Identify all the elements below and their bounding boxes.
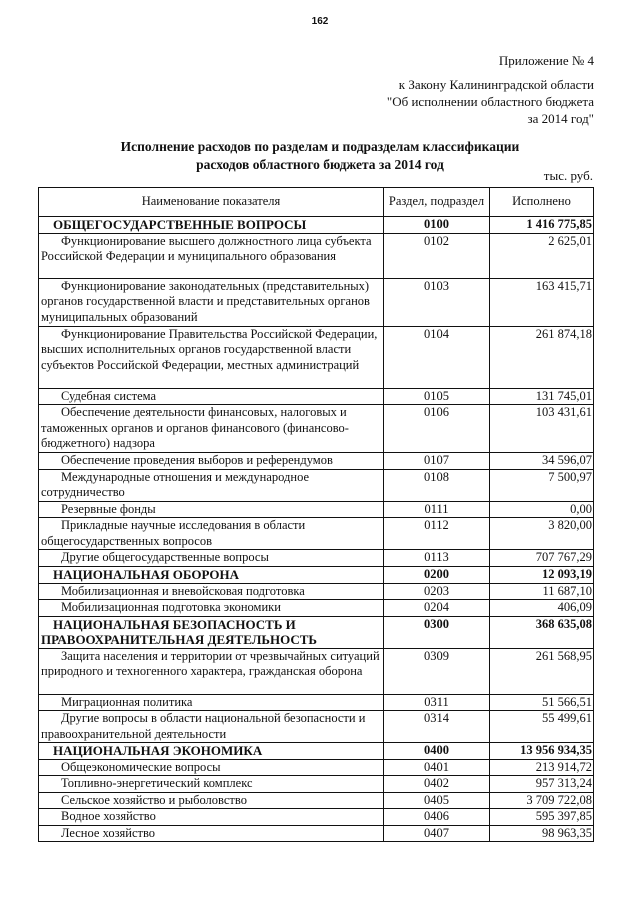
- row-code: 0204: [384, 600, 490, 617]
- row-code: 0102: [384, 233, 490, 278]
- row-name-text: Функционирование Правительства Российской Федерации, высших исполнительных органов государственной власти субъектов Российской Федерации, местных администраций: [41, 326, 378, 372]
- annex-block: [387, 52, 594, 127]
- row-name: [39, 550, 384, 567]
- row-value: 55 499,61: [490, 711, 594, 743]
- table-row: [39, 405, 594, 453]
- table-row: [39, 776, 594, 793]
- row-name-text: Судебная система: [61, 388, 157, 403]
- header-code: Раздел, подраздел: [384, 188, 490, 217]
- row-name-text: Международные отношения и международное сотрудничество: [41, 469, 310, 499]
- row-name-text: НАЦИОНАЛЬНАЯ ЭКОНОМИКА: [53, 743, 263, 758]
- table-section-row: [39, 567, 594, 584]
- annex-law: к Закону Калининградской области: [398, 77, 594, 92]
- row-name-text: Другие общегосударственные вопросы: [61, 550, 269, 564]
- row-code: 0112: [384, 518, 490, 550]
- row-code: 0405: [384, 792, 490, 809]
- row-name-text: Миграционная политика: [61, 694, 193, 709]
- row-name: [39, 776, 384, 793]
- row-name: [39, 809, 384, 826]
- row-code: 0406: [384, 809, 490, 826]
- row-code: 0107: [384, 453, 490, 470]
- row-value: 261 874,18: [490, 326, 594, 388]
- table-row: [39, 550, 594, 567]
- table-row: [39, 233, 594, 278]
- row-name-text: Мобилизационная и вневойсковая подготовка: [61, 583, 305, 598]
- row-value: 51 566,51: [490, 694, 594, 711]
- table-row: [39, 648, 594, 694]
- row-value: 103 431,61: [490, 405, 594, 453]
- row-value: 13 956 934,35: [490, 743, 594, 760]
- table-row: [39, 809, 594, 826]
- expenditure-table: [38, 187, 594, 842]
- table-row: [39, 694, 594, 711]
- row-name: [39, 326, 384, 388]
- row-name: [39, 825, 384, 842]
- row-code: 0311: [384, 694, 490, 711]
- table-section-row: [39, 217, 594, 234]
- row-code: 0309: [384, 648, 490, 694]
- row-value: 707 767,29: [490, 550, 594, 567]
- row-value: 12 093,19: [490, 567, 594, 584]
- annex-number: Приложение № 4: [498, 53, 594, 68]
- title-line-1: Исполнение расходов по разделам и подразделам классификации: [120, 139, 520, 154]
- row-name-text: Лесное хозяйство: [61, 825, 156, 840]
- row-name: [39, 217, 384, 234]
- row-name-text: НАЦИОНАЛЬНАЯ БЕЗОПАСНОСТЬ И ПРАВООХРАНИТЕЛЬНАЯ ДЕЯТЕЛЬНОСТЬ: [41, 616, 318, 647]
- row-name: [39, 792, 384, 809]
- row-name-text: Сельское хозяйство и рыболовство: [61, 792, 247, 807]
- row-name: [39, 278, 384, 326]
- row-name-text: Водное хозяйство: [61, 809, 156, 823]
- row-name-text: Обеспечение деятельности финансовых, налоговых и таможенных органов и органов финансового (финансово-бюджетного) надзора: [41, 405, 349, 450]
- row-code: 0108: [384, 469, 490, 501]
- table-row: [39, 469, 594, 501]
- row-code: 0103: [384, 278, 490, 326]
- row-name: [39, 616, 384, 648]
- row-code: 0111: [384, 501, 490, 518]
- header-name: Наименование показателя: [39, 188, 384, 217]
- table-row: [39, 326, 594, 388]
- row-name-text: Резервные фонды: [61, 501, 156, 516]
- row-value: 34 596,07: [490, 453, 594, 470]
- row-code: 0401: [384, 759, 490, 776]
- row-name: [39, 583, 384, 600]
- row-code: 0203: [384, 583, 490, 600]
- row-code: 0407: [384, 825, 490, 842]
- row-value: 131 745,01: [490, 388, 594, 405]
- header-value: Исполнено: [490, 188, 594, 217]
- row-name: [39, 759, 384, 776]
- title-line-2: расходов областного бюджета за 2014 год: [196, 157, 444, 172]
- table-row: [39, 453, 594, 470]
- row-name: [39, 600, 384, 617]
- row-value: 3 820,00: [490, 518, 594, 550]
- row-name: [39, 694, 384, 711]
- row-name: [39, 388, 384, 405]
- row-code: 0200: [384, 567, 490, 584]
- row-name: [39, 501, 384, 518]
- row-name: [39, 518, 384, 550]
- row-value: 163 415,71: [490, 278, 594, 326]
- table-section-row: [39, 743, 594, 760]
- row-value: 261 568,95: [490, 648, 594, 694]
- page-number: 162: [311, 16, 329, 27]
- table-row: [39, 759, 594, 776]
- table-row: [39, 388, 594, 405]
- table-row: [39, 518, 594, 550]
- row-name-text: Обеспечение проведения выборов и референдумов: [61, 453, 333, 467]
- row-name-text: Функционирование высшего должностного лица субъекта Российской Федерации и муниципального образования: [41, 233, 372, 263]
- row-name: [39, 567, 384, 584]
- row-code: 0400: [384, 743, 490, 760]
- table-row: [39, 792, 594, 809]
- row-code: 0100: [384, 217, 490, 234]
- row-value: 213 914,72: [490, 759, 594, 776]
- table-header-row: [39, 188, 594, 217]
- row-name: [39, 743, 384, 760]
- row-value: 368 635,08: [490, 616, 594, 648]
- row-name: [39, 469, 384, 501]
- row-value: 7 500,97: [490, 469, 594, 501]
- table-row: [39, 711, 594, 743]
- row-name-text: Другие вопросы в области национальной безопасности и правоохранительной деятельности: [41, 711, 366, 741]
- row-value: 1 416 775,85: [490, 217, 594, 234]
- row-code: 0402: [384, 776, 490, 793]
- row-name-text: Функционирование законодательных (представительных) органов государственной власти и представительных органов муниципальных образований: [41, 278, 370, 324]
- table-row: [39, 583, 594, 600]
- row-name-text: Общеэкономические вопросы: [61, 759, 221, 774]
- row-code: 0106: [384, 405, 490, 453]
- row-value: 595 397,85: [490, 809, 594, 826]
- row-name: [39, 711, 384, 743]
- row-code: 0113: [384, 550, 490, 567]
- row-name: [39, 233, 384, 278]
- annex-law-title: "Об исполнении областного бюджета: [386, 94, 594, 109]
- row-value: 98 963,35: [490, 825, 594, 842]
- row-name: [39, 405, 384, 453]
- row-value: 3 709 722,08: [490, 792, 594, 809]
- row-value: 2 625,01: [490, 233, 594, 278]
- row-value: 0,00: [490, 501, 594, 518]
- table-row: [39, 278, 594, 326]
- annex-law-year: за 2014 год": [527, 111, 594, 126]
- row-name-text: Прикладные научные исследования в области общегосударственных вопросов: [41, 518, 306, 548]
- table-row: [39, 501, 594, 518]
- row-name-text: Защита населения и территории от чрезвычайных ситуаций природного и техногенного характера, гражданская оборона: [41, 648, 380, 678]
- units-label: тыс. руб.: [543, 168, 593, 183]
- row-name-text: Мобилизационная подготовка экономики: [61, 600, 281, 614]
- row-value: 11 687,10: [490, 583, 594, 600]
- row-code: 0104: [384, 326, 490, 388]
- table-row: [39, 825, 594, 842]
- row-code: 0300: [384, 616, 490, 648]
- row-name-text: Топливно-энергетический комплекс: [61, 776, 253, 790]
- table-row: [39, 600, 594, 617]
- row-value: 957 313,24: [490, 776, 594, 793]
- row-name: [39, 453, 384, 470]
- table-section-row: [39, 616, 594, 648]
- row-value: 406,09: [490, 600, 594, 617]
- row-name-text: ОБЩЕГОСУДАРСТВЕННЫЕ ВОПРОСЫ: [53, 217, 307, 232]
- row-code: 0105: [384, 388, 490, 405]
- row-code: 0314: [384, 711, 490, 743]
- row-name-text: НАЦИОНАЛЬНАЯ ОБОРОНА: [53, 567, 239, 582]
- row-name: [39, 648, 384, 694]
